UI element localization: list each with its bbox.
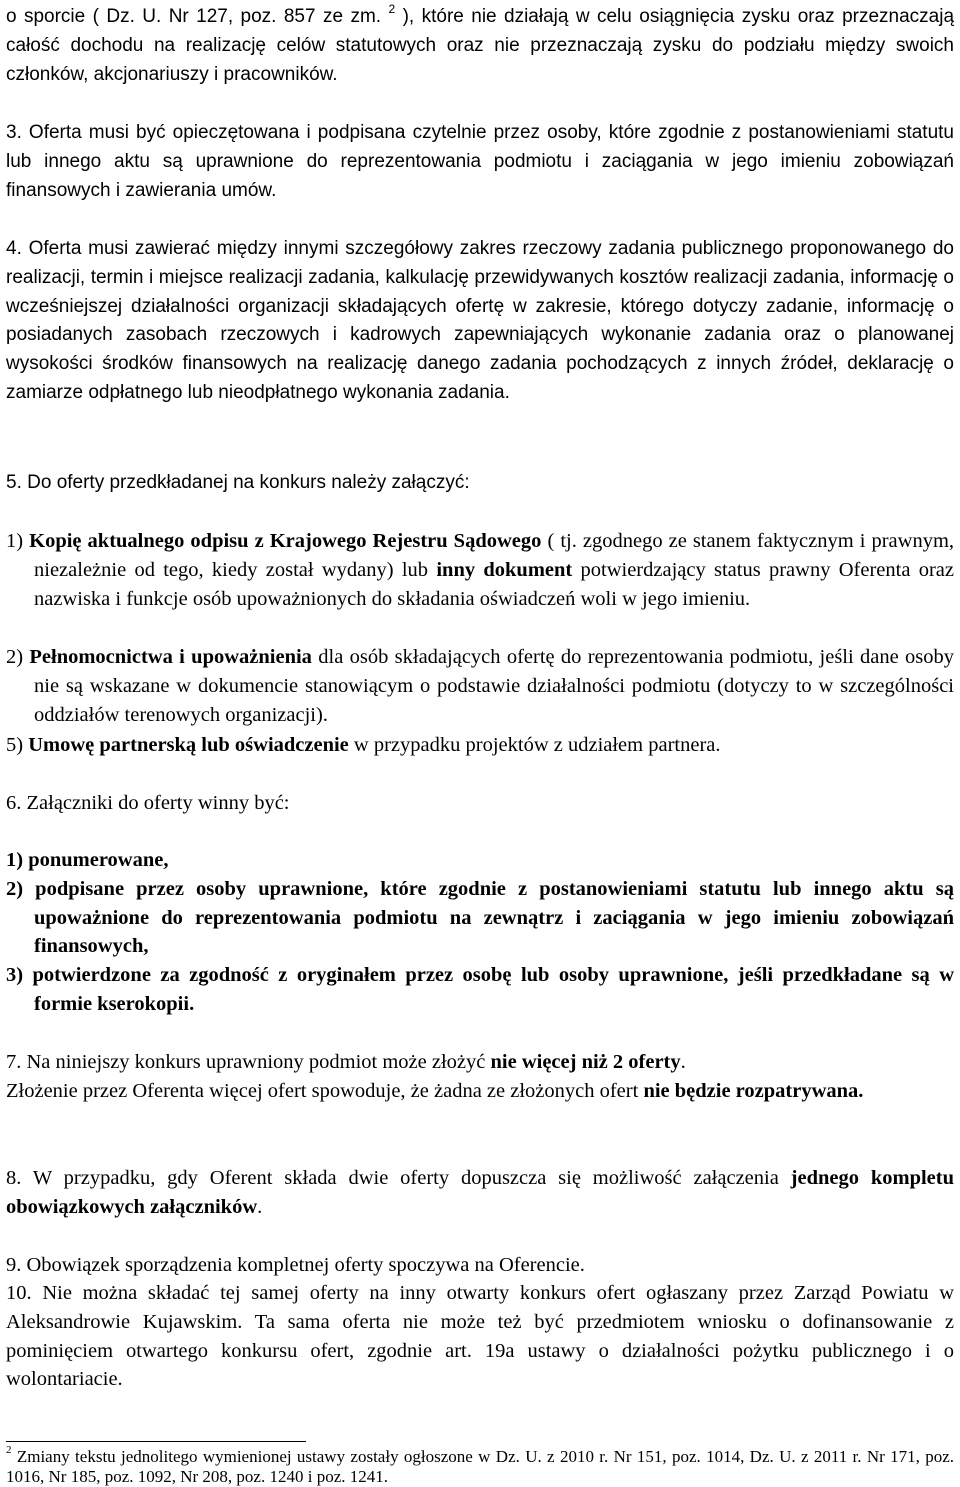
text: 6. Załączniki do oferty winny być: bbox=[6, 792, 290, 814]
footnote bbox=[6, 1444, 954, 1487]
text: 5. Do oferty przedkładanej na konkurs należy załączyć: bbox=[6, 472, 470, 493]
text: Złożenie przez Oferenta więcej ofert spowoduje, że żadna ze złożonych ofert bbox=[6, 1079, 639, 1102]
footnote-number: 2 bbox=[6, 1444, 12, 1457]
text: 8. W przypadku, gdy Oferent składa dwie oferty dopuszcza się możliwość załączenia bbox=[6, 1167, 779, 1189]
bold-text: inny dokument bbox=[436, 558, 573, 581]
bold-text: jednego kompletu obowiązkowych załączników bbox=[6, 1167, 955, 1218]
attachment-item-1 bbox=[6, 527, 954, 613]
text: dla osób składających ofertę do reprezentowania podmiotu, jeśli dane osoby nie są wskazane w dokumencie stanowiącym o podstawie działalności podmiotu (dotyczy to w szczególności oddziałów terenowych organizacji). bbox=[34, 646, 954, 726]
item-number: 2) bbox=[6, 646, 24, 668]
list-item: 1) ponumerowane, bbox=[6, 849, 169, 871]
text: 7. Na niniejszy konkurs uprawniony podmiot może złożyć bbox=[6, 1051, 486, 1073]
list-item: 3) potwierdzone za zgodność z oryginałem przez osobę lub osoby uprawnione, jeśli przedkładane są w formie kserokopii. bbox=[6, 964, 954, 1015]
paragraph-continuation bbox=[6, 3, 954, 89]
bold-text: nie więcej niż 2 oferty bbox=[490, 1051, 681, 1073]
bold-text: Umowę partnerską lub oświadczenie bbox=[28, 734, 349, 756]
paragraph-7 bbox=[6, 1048, 954, 1106]
text: 10. Nie można składać tej samej oferty na inny otwarty konkurs ofert ogłaszany przez Zarząd Powiatu w Aleksandrowie Kujawskim. Ta sama oferta nie może też być przedmiotem wniosku o dofinansowanie z pominięciem otwartego konkursu ofert, zgodnie art. 19a ustawy o działalności pożytku publicznego i o wolontariacie. bbox=[6, 1282, 954, 1391]
paragraph-3 bbox=[6, 119, 954, 205]
text: ( tj. zgodnego ze stanem faktycznym i prawnym, niezależnie od tego, kiedy został wydany) lub bbox=[34, 530, 955, 581]
text: . bbox=[680, 1051, 686, 1073]
item-number: 1) bbox=[6, 530, 24, 552]
text: o sporcie ( Dz. U. Nr 127, poz. 857 ze zm. bbox=[6, 6, 382, 27]
text: 3. Oferta musi być opieczętowana i podpisana czytelnie przez osoby, które zgodnie z postanowieniami statutu lub innego aktu są uprawnione do reprezentowania podmiotu i zaciągania w jego imieniu zobowiązań finansowych i zawierania umów. bbox=[6, 122, 954, 201]
footnote-text: Zmiany tekstu jednolitego wymienionej ustawy zostały ogłoszone w Dz. U. z 2010 r. Nr 151, poz. 1014, Dz. U. z 2011 r. Nr 171, poz. 1016, Nr 185, poz. 1092, Nr 208, poz. 1240 i poz. 1241. bbox=[6, 1447, 954, 1486]
paragraph-4 bbox=[6, 235, 954, 408]
bold-text: Pełnomocnictwa i upoważnienia bbox=[29, 646, 312, 668]
text: w przypadku projektów z udziałem partnera. bbox=[353, 734, 721, 756]
footnote-separator bbox=[6, 1441, 306, 1442]
text: potwierdzający status prawny Oferenta oraz nazwiska i funkcje osób upoważnionych do składania oświadczeń woli w jego imieniu. bbox=[34, 558, 954, 610]
attachment-item-2 bbox=[6, 643, 954, 729]
paragraph-10 bbox=[6, 1279, 954, 1394]
text: ), które nie działają w celu osiągnięcia zysku oraz przeznaczają całość dochodu na realizację celów statutowych oraz nie przeznaczają zysku do podziału między swoich członków, akcjonariuszy i pracowników. bbox=[6, 6, 955, 85]
item-number: 5) bbox=[6, 734, 24, 756]
footnote-ref: 2 bbox=[388, 1, 396, 16]
paragraph-6 bbox=[6, 789, 954, 818]
text: . bbox=[257, 1195, 263, 1218]
text: 4. Oferta musi zawierać między innymi szczegółowy zakres rzeczowy zadania publicznego proponowanego do realizacji, termin i miejsce realizacji zadania, kalkulację przewidywanych kosztów realizacji zadania, informację o wcześniejszej działalności organizacji składających ofertę w zakresie, którego dotyczy zadanie, informację o posiadanych zasobach rzeczowych i kadrowych zapewniających wykonanie zadania oraz o planowanej wysokości środków finansowych na realizację danego zadania pochodzących z innych źródeł, deklarację o zamiarze odpłatnego lub nieodpłatnego wykonania zadania. bbox=[6, 238, 954, 403]
paragraph-8 bbox=[6, 1164, 954, 1222]
bold-text: Kopię aktualnego odpisu z Krajowego Rejestru Sądowego bbox=[29, 530, 542, 552]
text: 9. Obowiązek sporządzenia kompletnej oferty spoczywa na Oferencie. bbox=[6, 1254, 585, 1276]
list-item: 2) podpisane przez osoby uprawnione, które zgodnie z postanowieniami statutu lub innego aktu są upoważnione do reprezentowania podmiotu na zewnątrz i zaciągania w jego imieniu zobowiązań finansowych, bbox=[6, 877, 954, 958]
paragraph-9 bbox=[6, 1251, 954, 1280]
list-6 bbox=[6, 846, 954, 1019]
paragraph-5 bbox=[6, 469, 954, 498]
bold-text: nie będzie rozpatrywana. bbox=[643, 1079, 864, 1102]
attachment-item-5 bbox=[6, 731, 954, 760]
